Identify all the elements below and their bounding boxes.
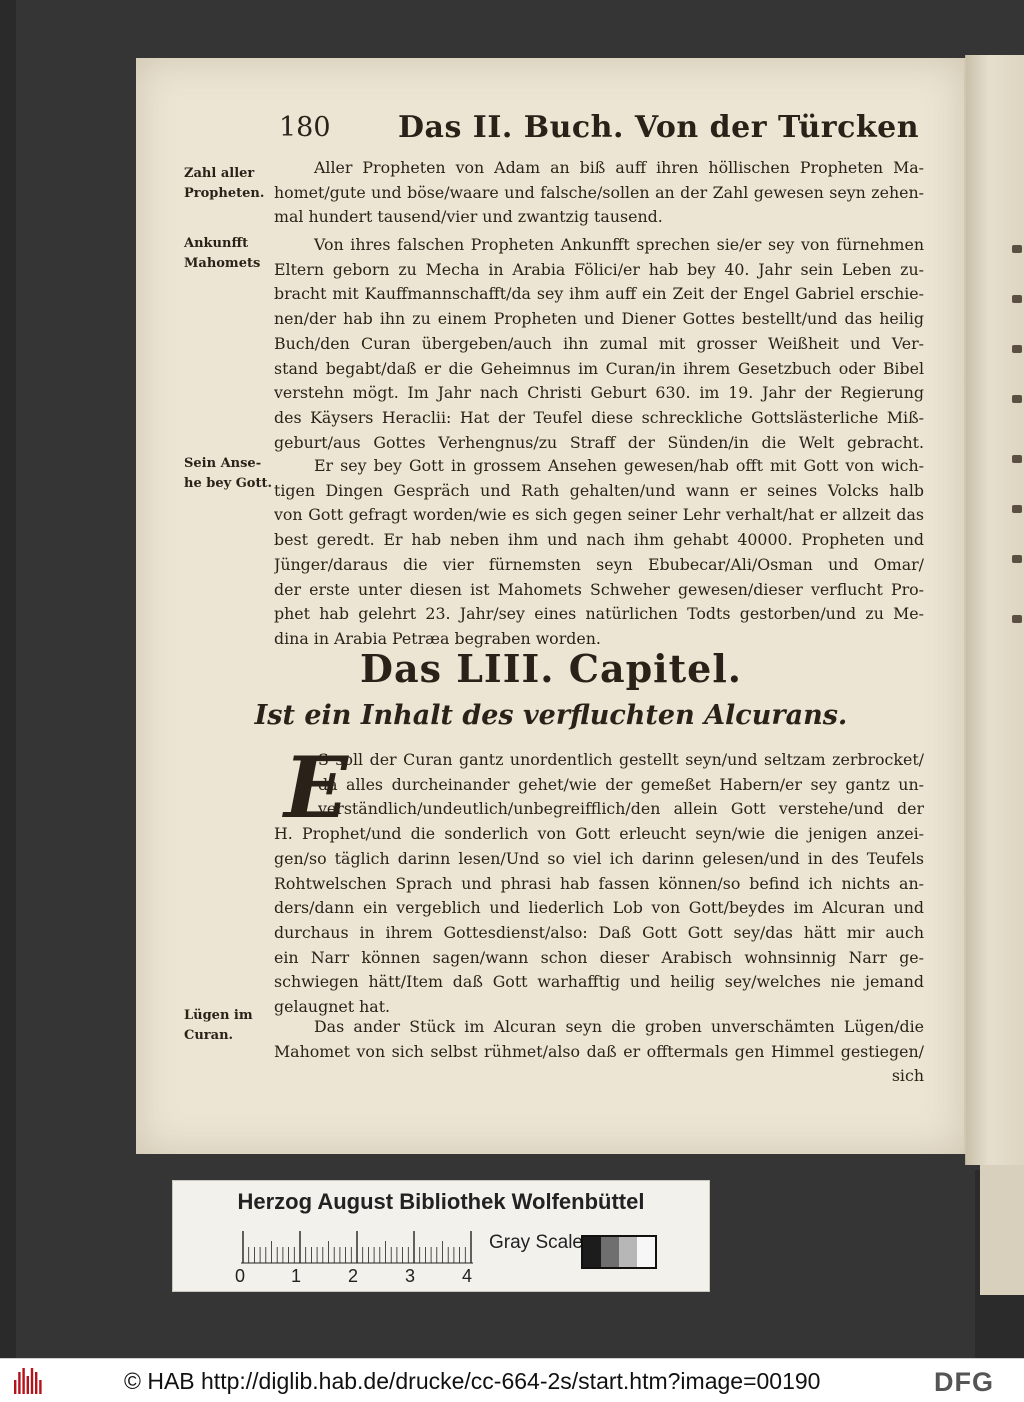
margin-note xyxy=(184,454,280,494)
dfg-logo: DFG xyxy=(934,1367,994,1397)
paragraph xyxy=(274,156,924,230)
paragraph xyxy=(274,738,924,1020)
text-line: mal hundert tausend/vier und zwantzig tausend. xyxy=(274,207,663,227)
text-line: schwiegen hätt/Item daß Gott warhafftig und heilig sey/welches nie jemand xyxy=(274,972,924,992)
hab-logo-bar xyxy=(35,1372,37,1394)
text-line: tigen Dingen Gespräch und Rath gehalten/und wann er seines Volcks halb xyxy=(274,480,924,500)
hab-logo-bar xyxy=(39,1380,41,1394)
text-line: ein Narr können sagen/wann schon dieser Arabisch wohnsinnig Narr ge- xyxy=(274,947,924,967)
gray-patch xyxy=(637,1237,655,1267)
margin-note-line: Curan. xyxy=(184,1028,234,1043)
text-line: gelaugnet hat. xyxy=(274,997,391,1017)
text-line: homet/gute und böse/waare und falsche/sollen an der Zahl gewesen seyn zehen- xyxy=(274,182,924,202)
catchword: sich xyxy=(891,1066,924,1086)
text-line: Mahomet von sich selbst rühmet/also daß er offtermals gen Himmel gestiegen/ xyxy=(274,1041,924,1061)
gray-patch xyxy=(619,1237,637,1267)
text-line: phet hab gelehrt 23. Jahr/sey eines natürlichen Todts gestorben/und zu Me- xyxy=(274,604,924,624)
margin-note xyxy=(184,234,280,274)
text-line: von Gott gefragt worden/wie es sich gegen seiner Lehr verhalt/hat er allzeit das xyxy=(274,505,924,525)
text-line: dina in Arabia Petræa begraben worden. xyxy=(274,628,601,648)
ruler-number: 4 xyxy=(462,1266,473,1286)
text-line: best geredt. Er hab neben ihm und nach ihm gehabt 40000. Propheten und xyxy=(274,530,924,550)
text-line: Rohtwelschen Sprach und phrasi hab fassen können/so befind ich nichts an- xyxy=(274,873,924,893)
hab-logo-bar xyxy=(18,1372,20,1394)
viewer-left-border xyxy=(0,0,16,1358)
text-line: H. Prophet/und die sonderlich von Gott erleucht seyn/wie die jenigen anzei- xyxy=(274,824,924,844)
ruler-ticks xyxy=(239,1227,475,1269)
text-line: nen/der hab ihn zu einem Propheten und Diener Gottes bestellt/und das heilig xyxy=(274,309,924,329)
text-line: S soll der Curan gantz unordentlich gestellt seyn/und seltzam zerbrocket/ xyxy=(318,750,924,769)
gray-scale-label: Gray Scale xyxy=(489,1232,583,1253)
text-line: verstehn mögt. Im Jahr nach Christi Geburt 630. im 19. Jahr der Regierung xyxy=(274,383,924,403)
text-line: des Käysers Heraclii: Hat der Teufel diese schreckliche Gottslästerliche Miß- xyxy=(274,407,924,427)
text-line: bracht mit Kauffmannschafft/da sey ihm auff ein Zeit der Engel Gabriel erschie- xyxy=(274,284,924,304)
margin-note xyxy=(184,164,280,204)
color-reference-card xyxy=(172,1180,710,1292)
paragraph xyxy=(274,1015,924,1089)
gray-patch xyxy=(583,1237,601,1267)
text-line: verständlich/undeutlich/unbegreifflich/den allein Gott verstehe/und der xyxy=(318,799,924,819)
gray-patch xyxy=(601,1237,619,1267)
footer-bar xyxy=(0,1358,1024,1402)
text-line: Von ihres falschen Propheten Ankunfft sprechen sie/er sey von fürnehmen xyxy=(314,235,924,254)
hab-logo-bar xyxy=(22,1368,24,1394)
page-number: 180 xyxy=(279,112,331,143)
facing-page-corner xyxy=(980,1165,1024,1295)
text-line: da alles durcheinander gehet/wie der gemeßet Habern/er sey gantz un- xyxy=(318,774,924,794)
text-line: Buch/den Curan übergeben/auch ihn zumal mit grosser Weißheit und Ver- xyxy=(274,333,924,353)
text-line: Aller Propheten von Adam an biß auff ihren höllischen Propheten Ma- xyxy=(314,158,924,177)
ruler-number: 3 xyxy=(405,1266,416,1286)
margin-note-line: Zahl aller xyxy=(184,166,255,181)
margin-note-line: Mahomets xyxy=(184,256,261,271)
facing-page-edge xyxy=(965,55,1024,1165)
text-line: der erste unter diesen ist Mahomets Schweher gewesen/dieser verflucht Pro- xyxy=(274,579,924,599)
hab-logo-bar xyxy=(31,1368,33,1394)
chapter-subtitle: Ist ein Inhalt des verfluchten Alcurans. xyxy=(254,700,848,731)
hab-logo-icon xyxy=(12,1367,44,1395)
running-head xyxy=(136,110,966,150)
margin-note-line: Propheten. xyxy=(184,186,265,201)
ruler-number: 1 xyxy=(291,1266,302,1286)
measurement-ruler xyxy=(239,1227,475,1269)
text-line: stand begabt/daß er die Geheimnus im Curan/in ihrem Gesetzbuch oder Bibel xyxy=(274,358,924,378)
drop-cap: E xyxy=(284,738,349,837)
image-source-link[interactable]: © HAB http://diglib.hab.de/drucke/cc-664-2s/start.htm?image=00190 xyxy=(124,1368,821,1394)
book-page xyxy=(136,58,966,1154)
hab-logo-bar xyxy=(27,1376,29,1394)
margin-note xyxy=(184,1006,280,1046)
text-line: gen/so täglich darinn lesen/Und so viel ich darinn gelesen/und in des Teufels xyxy=(274,848,924,868)
text-line: Jünger/daraus die vier fürnemsten seyn Ebubecar/Ali/Osman und Omar/ xyxy=(274,554,924,574)
margin-note-line: Lügen im xyxy=(184,1008,253,1023)
chapter-title: Das LIII. Capitel. xyxy=(360,646,742,691)
institution-name: Herzog August Bibliothek Wolfenbüttel xyxy=(237,1189,645,1214)
hab-logo-bar xyxy=(14,1380,16,1394)
text-line: geburt/aus Gottes Verhengnus/zu Straff der Sünden/in die Welt gebracht. xyxy=(274,432,924,452)
paragraph xyxy=(274,454,924,652)
margin-note-line: he bey Gott. xyxy=(184,476,272,491)
ruler-number: 0 xyxy=(235,1266,246,1286)
text-line: ders/dann ein vergeblich und liederlich Lob von Gott/beydes im Alcuran und xyxy=(274,898,924,918)
paragraph xyxy=(274,233,924,455)
running-title: Das II. Buch. Von der Türcken xyxy=(398,110,920,145)
ruler-number: 2 xyxy=(348,1266,359,1286)
text-line: Er sey bey Gott in grossem Ansehen gewesen/hab offt mit Gott von wich- xyxy=(314,456,924,475)
text-line: Das ander Stück im Alcuran seyn die groben unverschämten Lügen/die xyxy=(314,1017,924,1036)
margin-note-line: Sein Anse- xyxy=(184,456,262,471)
text-line: durchaus in ihrem Gottesdienst/also: Daß Gott Gott sey/das hätt mir auch xyxy=(274,922,924,942)
margin-note-line: Ankunfft xyxy=(184,236,249,251)
gray-scale-patches xyxy=(581,1235,657,1269)
text-line: Eltern geborn zu Mecha in Arabia Fölici/er hab bey 40. Jahr sein Leben zu- xyxy=(274,259,924,279)
